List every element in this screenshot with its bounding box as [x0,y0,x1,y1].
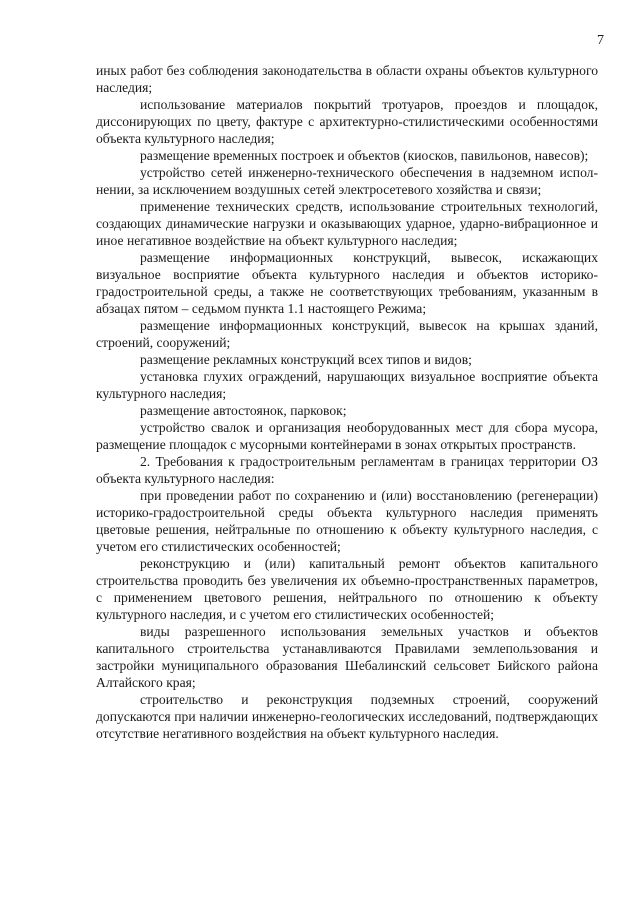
list-item: размещение информационных конструкций, вывесок на крышах зданий, строений, сооружений; [96,318,598,350]
list-item: размещение временных построек и объектов (киосков, павильонов, навесов); [140,148,589,163]
list-item: строительство и реконструкция подземных строений, сооружений допускаются при наличии инженерно-геологических исследований, подтверждающих отсутствие негативного воздействия на объект культурного наследия. [96,692,598,741]
list-item: размещение рекламных конструкций всех типов и видов; [140,352,472,367]
document-body [96,62,598,742]
page-number: 7 [597,33,604,48]
list-item: устройство свалок и организация необорудованных мест для сбора мусора, размещение площадок с мусорными контейнерами в зонах открытых пространств. [96,420,598,452]
list-item: применение технических средств, использование строительных технологий, создающих динамические нагрузки и оказывающих ударное, ударно-вибрационное и иное негативное воздействие на объект культурного наследия; [96,199,598,248]
section-heading: 2. Требования к градостроительным регламентам в границах территории ОЗ объекта культурного наследия: [96,454,598,486]
list-item: использование материалов покрытий тротуаров, проездов и площадок, диссонирующих по цвету, фактуре с архитектурно-стилистическими особенностями объекта культурного наследия; [96,97,598,146]
list-item: виды разрешенного использования земельных участков и объектов капитального строительства устанавливаются Правилами землепользования и застройки муниципального образования Шебалинский сельсовет Бийского района Алтайского края; [96,624,598,690]
list-item: устройство сетей инженерно-технического обеспечения в надземном исполнении, за исключением воздушных сетей электросетевого хозяйства и связи; [96,165,598,197]
list-item: реконструкцию и (или) капитальный ремонт объектов капитального строительства проводить без увеличения их объемно-пространственных параметров, с применением цветового решения, нейтрального по отношению к объекту культурного наследия, и с учетом его стилистических особенностей; [96,556,598,622]
list-item: размещение информационных конструкций, вывесок, искажающих визуальное восприятие объекта культурного наследия и объектов историко-градостроительной среды, а также не соответствующих требованиям, указанным в абзацах пятом – седьмом пункта 1.1 настоящего Режима; [96,250,598,316]
paragraph-continuation: иных работ без соблюдения законодательства в области охраны объектов культурного наследия; [96,63,598,95]
list-item: при проведении работ по сохранению и (или) восстановлению (регенерации) историко-градостроительной среды объекта культурного наследия применять цветовые решения, нейтральные по отношению к объекту культурного наследия, с учетом его стилистических особенностей; [96,488,598,554]
list-item: размещение автостоянок, парковок; [140,403,347,418]
list-item: установка глухих ограждений, нарушающих визуальное восприятие объекта культурного наследия; [96,369,598,401]
